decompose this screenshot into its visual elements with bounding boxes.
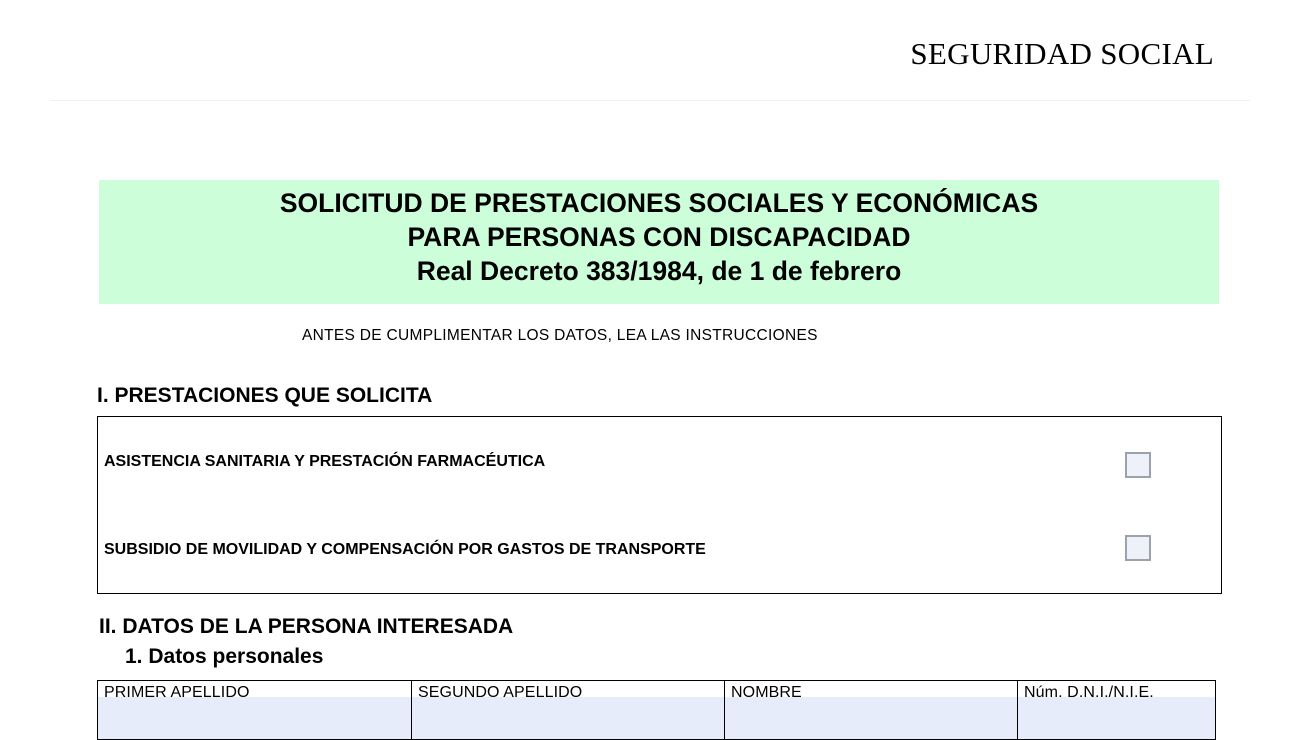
benefit-label-health: ASISTENCIA SANITARIA Y PRESTACIÓN FARMACÉUTICA xyxy=(104,453,546,470)
first-surname-field[interactable] xyxy=(98,681,412,739)
header-divider xyxy=(50,100,1250,101)
dni-nie-field[interactable] xyxy=(1018,681,1215,739)
section-2-heading: II. DATOS DE LA PERSONA INTERESADA xyxy=(99,615,514,638)
second-surname-field[interactable] xyxy=(412,681,725,739)
second-surname-label: SEGUNDO APELLIDO xyxy=(418,684,583,701)
name-label: NOMBRE xyxy=(731,684,802,701)
instructions-note: ANTES DE CUMPLIMENTAR LOS DATOS, LEA LAS INSTRUCCIONES xyxy=(302,327,818,344)
first-surname-label: PRIMER APELLIDO xyxy=(104,684,250,701)
dni-nie-label: Núm. D.N.I./N.I.E. xyxy=(1024,684,1154,701)
benefits-box xyxy=(97,416,1222,594)
header-brand: SEGURIDAD SOCIAL xyxy=(910,36,1214,71)
section-1-heading: I. PRESTACIONES QUE SOLICITA xyxy=(97,384,433,407)
name-field[interactable] xyxy=(725,681,1018,739)
personal-data-table xyxy=(97,680,1216,740)
form-title-box xyxy=(99,180,1219,304)
benefit-checkbox-health[interactable] xyxy=(1125,452,1151,478)
benefit-label-mobility: SUBSIDIO DE MOVILIDAD Y COMPENSACIÓN POR GASTOS DE TRANSPORTE xyxy=(104,541,706,558)
subsection-personal-data-heading: 1. Datos personales xyxy=(125,645,324,668)
form-title-line-1: SOLICITUD DE PRESTACIONES SOCIALES Y ECONÓMICAS xyxy=(279,188,1039,218)
form-title-line-3: Real Decreto 383/1984, de 1 de febrero xyxy=(416,256,902,286)
benefit-checkbox-mobility[interactable] xyxy=(1125,535,1151,561)
form-title-line-2: PARA PERSONAS CON DISCAPACIDAD xyxy=(407,222,911,252)
